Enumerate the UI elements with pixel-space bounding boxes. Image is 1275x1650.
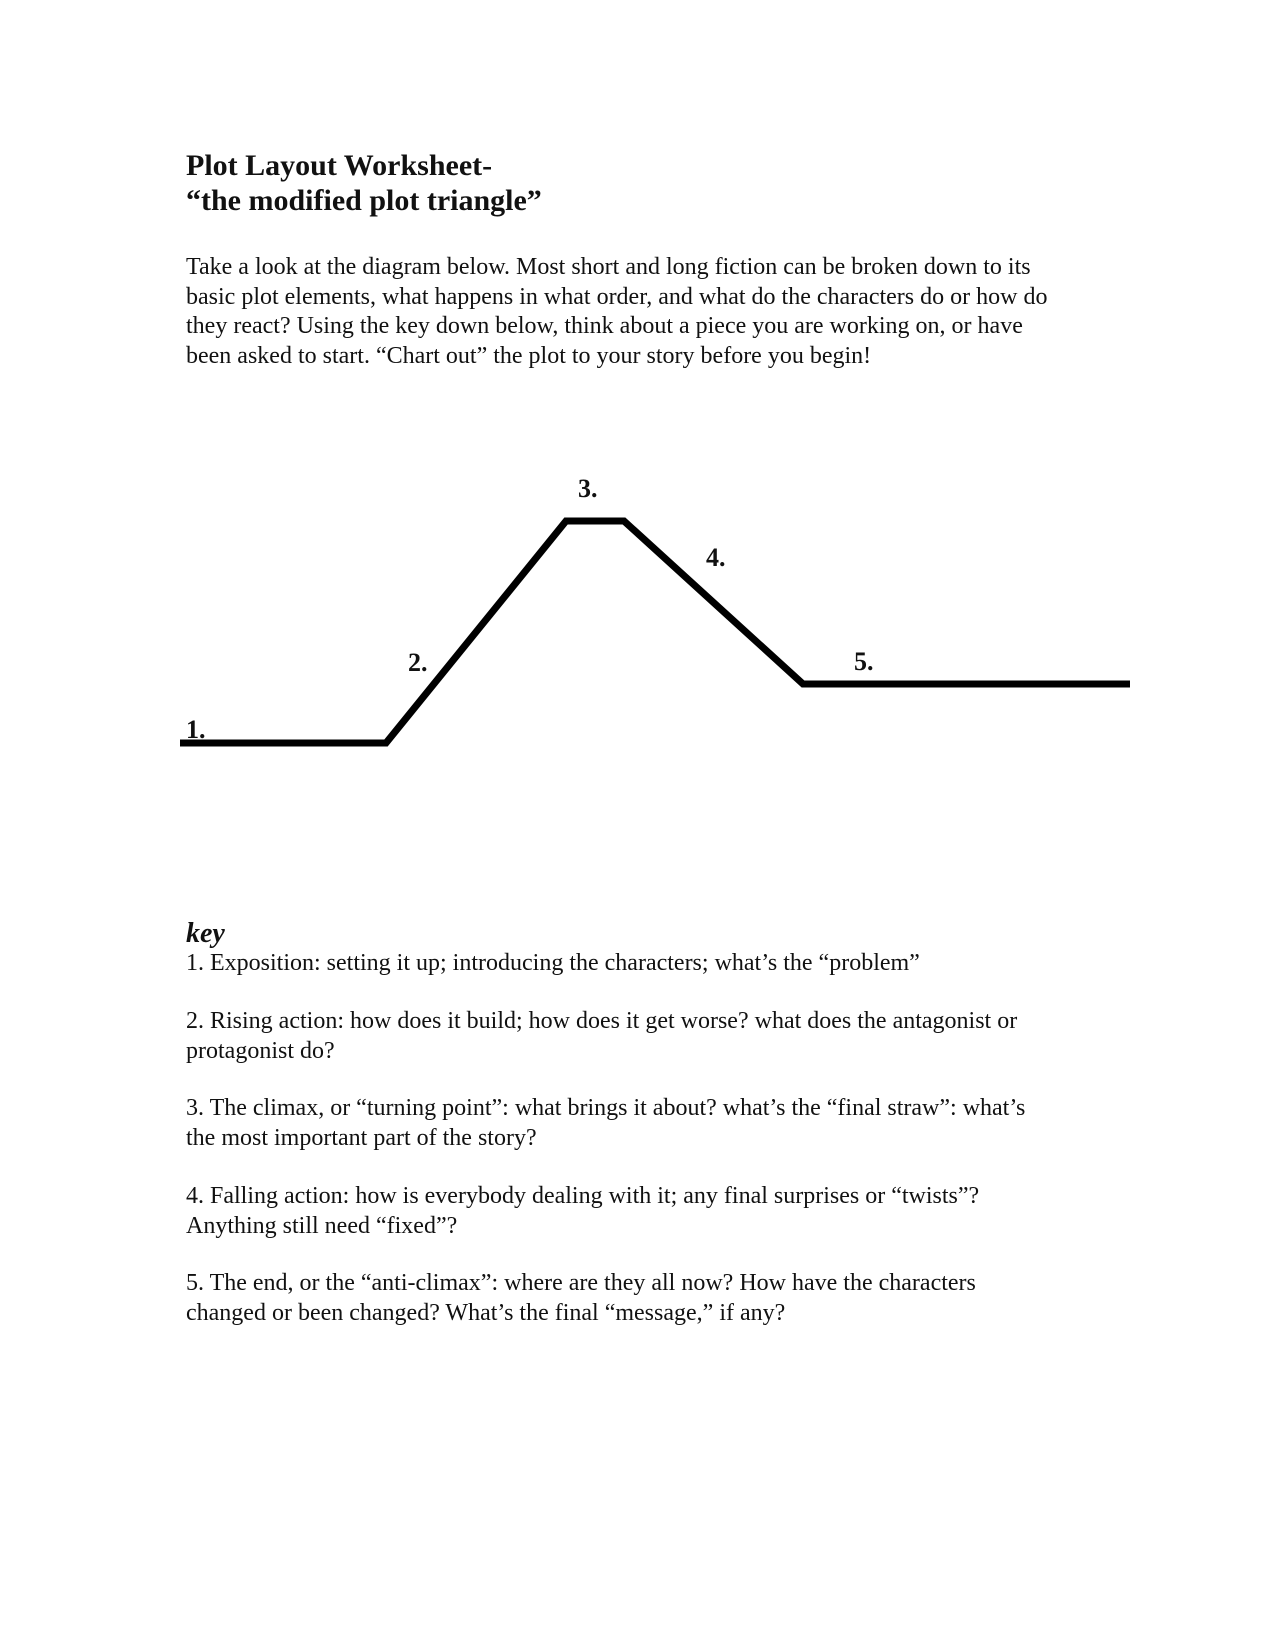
key-heading: key xyxy=(186,918,225,949)
key-item-line: the most important part of the story? xyxy=(186,1124,537,1151)
plot-line xyxy=(180,521,1130,743)
key-item-climax xyxy=(186,1094,1025,1153)
key-item-line: protagonist do? xyxy=(186,1037,335,1064)
title-line-1: Plot Layout Worksheet- xyxy=(186,149,493,182)
intro-paragraph xyxy=(186,253,1086,371)
label-end: 5. xyxy=(854,647,874,676)
key-item-rising-action xyxy=(186,1007,1017,1066)
title-line-2: “the modified plot triangle” xyxy=(186,184,542,217)
intro-line: Take a look at the diagram below. Most short and long fiction can be broken down to its xyxy=(186,254,1031,280)
label-falling-action: 4. xyxy=(706,543,726,572)
key-item-line: 1. Exposition: setting it up; introducing the characters; what’s the “problem” xyxy=(186,950,920,976)
key-item-falling-action xyxy=(186,1182,979,1241)
worksheet-title xyxy=(186,148,542,218)
key-item-line: 5. The end, or the “anti-climax”: where are they all now? How have the characters xyxy=(186,1270,976,1296)
key-item-line: 4. Falling action: how is everybody dealing with it; any final surprises or “twists”? xyxy=(186,1183,980,1209)
intro-line: they react? Using the key down below, think about a piece you are working on, or have xyxy=(186,313,1023,339)
label-climax: 3. xyxy=(578,474,598,503)
label-exposition: 1. xyxy=(186,715,206,744)
intro-line: been asked to start. “Chart out” the plot to your story before you begin! xyxy=(186,342,872,369)
label-rising-action: 2. xyxy=(408,648,428,677)
key-item-line: 3. The climax, or “turning point”: what brings it about? what’s the “final straw”: what’s xyxy=(186,1095,1026,1121)
key-item-exposition xyxy=(186,949,920,979)
intro-line: basic plot elements, what happens in what order, and what do the characters do or how do xyxy=(186,283,1048,310)
key-item-line: 2. Rising action: how does it build; how does it get worse? what does the antagonist or xyxy=(186,1008,1018,1034)
key-item-line: Anything still need “fixed”? xyxy=(186,1212,458,1239)
key-item-line: changed or been changed? What’s the final “message,” if any? xyxy=(186,1299,786,1326)
key-item-end xyxy=(186,1269,976,1328)
